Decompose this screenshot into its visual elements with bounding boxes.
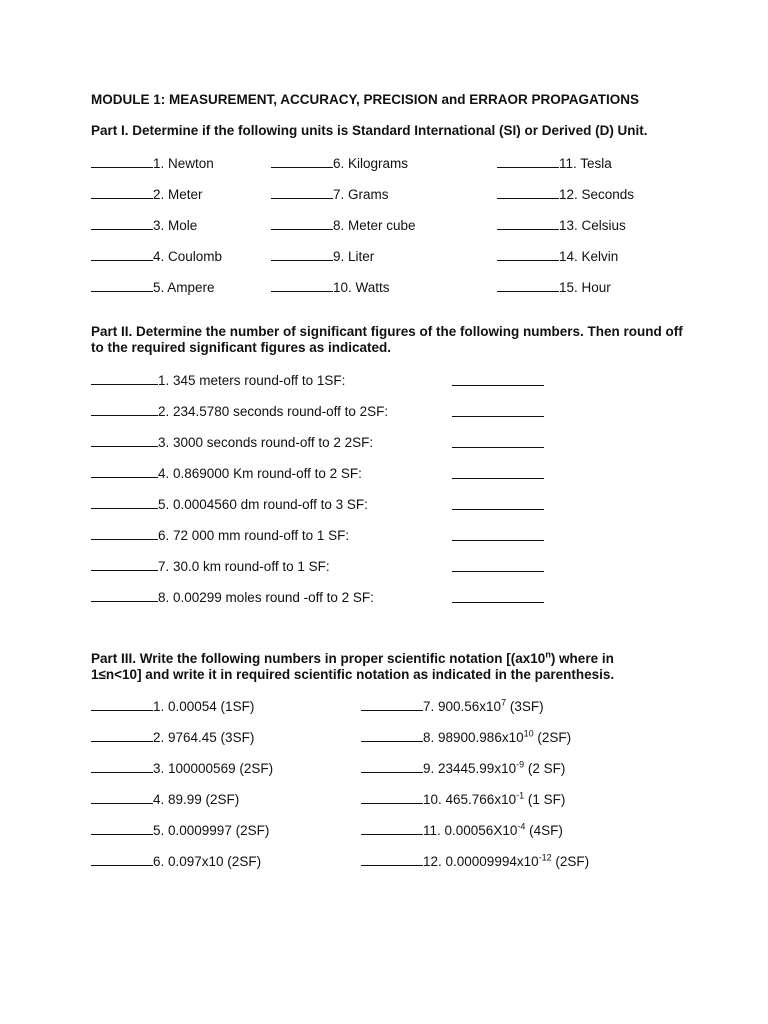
part1-item: 8. Meter cube bbox=[271, 216, 416, 234]
answer-blank[interactable] bbox=[91, 790, 153, 804]
answer-blank[interactable] bbox=[497, 154, 559, 168]
rounded-answer-line[interactable] bbox=[452, 477, 544, 479]
part2-item: 4. 0.869000 Km round-off to 2 SF: bbox=[91, 464, 362, 482]
rounded-answer-line[interactable] bbox=[452, 570, 544, 572]
sf-count-blank[interactable] bbox=[91, 464, 158, 478]
answer-blank[interactable] bbox=[91, 185, 153, 199]
part1-item: 13. Celsius bbox=[497, 216, 626, 234]
part2-item: 8. 0.00299 moles round -off to 2 SF: bbox=[91, 588, 374, 606]
answer-blank[interactable] bbox=[497, 278, 559, 292]
part2-item: 6. 72 000 mm round-off to 1 SF: bbox=[91, 526, 349, 544]
answer-blank[interactable] bbox=[361, 697, 423, 711]
answer-blank[interactable] bbox=[361, 728, 423, 742]
rounded-answer-line[interactable] bbox=[452, 508, 544, 510]
part2-item: 1. 345 meters round-off to 1SF: bbox=[91, 371, 345, 389]
part1-item: 5. Ampere bbox=[91, 278, 215, 296]
part3-item: 1. 0.00054 (1SF) bbox=[91, 697, 254, 715]
answer-blank[interactable] bbox=[91, 821, 153, 835]
answer-blank[interactable] bbox=[91, 697, 153, 711]
answer-blank[interactable] bbox=[271, 216, 333, 230]
part2-item: 5. 0.0004560 dm round-off to 3 SF: bbox=[91, 495, 368, 513]
answer-blank[interactable] bbox=[497, 216, 559, 230]
part2-item: 3. 3000 seconds round-off to 2 2SF: bbox=[91, 433, 373, 451]
part2-instruction: Part II. Determine the number of significant figures of the following numbers. Then round off to the required significant figures as indicated. bbox=[91, 324, 683, 355]
answer-blank[interactable] bbox=[497, 247, 559, 261]
part3-item: 3. 100000569 (2SF) bbox=[91, 759, 273, 777]
answer-blank[interactable] bbox=[361, 852, 423, 866]
answer-blank[interactable] bbox=[497, 185, 559, 199]
part3-item: 8. $98900.986x10^{10}$ (2SF) bbox=[361, 728, 571, 746]
part1-item: 12. Seconds bbox=[497, 185, 634, 203]
sf-count-blank[interactable] bbox=[91, 371, 158, 385]
rounded-answer-line[interactable] bbox=[452, 446, 544, 448]
sf-count-blank[interactable] bbox=[91, 433, 158, 447]
sf-count-blank[interactable] bbox=[91, 495, 158, 509]
answer-blank[interactable] bbox=[91, 759, 153, 773]
answer-blank[interactable] bbox=[271, 247, 333, 261]
sf-count-blank[interactable] bbox=[91, 588, 158, 602]
answer-blank[interactable] bbox=[91, 216, 153, 230]
answer-blank[interactable] bbox=[271, 278, 333, 292]
sf-count-blank[interactable] bbox=[91, 402, 158, 416]
rounded-answer-line[interactable] bbox=[452, 415, 544, 417]
part1-item: 15. Hour bbox=[497, 278, 611, 296]
answer-blank[interactable] bbox=[361, 790, 423, 804]
sf-count-blank[interactable] bbox=[91, 557, 158, 571]
answer-blank[interactable] bbox=[91, 154, 153, 168]
sf-count-blank[interactable] bbox=[91, 526, 158, 540]
part1-item: 14. Kelvin bbox=[497, 247, 618, 265]
part3-instruction: Part III. Write the following numbers in proper scientific notation [(ax10$^n$) where in 1≤n<10] and write it in required scientific notation as indicated in the parenthesis. bbox=[91, 649, 615, 682]
part3-item: 4. 89.99 (2SF) bbox=[91, 790, 239, 808]
answer-blank[interactable] bbox=[91, 247, 153, 261]
part3-item: 2. 9764.45 (3SF) bbox=[91, 728, 254, 746]
part3-item: 11. $0.00056X10^{-4}$ (4SF) bbox=[361, 821, 563, 839]
part1-item: 6. Kilograms bbox=[271, 154, 408, 172]
answer-blank[interactable] bbox=[361, 759, 423, 773]
part1-item: 10. Watts bbox=[271, 278, 390, 296]
part1-item: 4. Coulomb bbox=[91, 247, 222, 265]
answer-blank[interactable] bbox=[271, 154, 333, 168]
part2-item: 2. 234.5780 seconds round-off to 2SF: bbox=[91, 402, 388, 420]
part1-item: 7. Grams bbox=[271, 185, 389, 203]
rounded-answer-line[interactable] bbox=[452, 539, 544, 541]
part1-item: 11. Tesla bbox=[497, 154, 612, 172]
part3-item: 12. $0.00009994x10^{-12}$ (2SF) bbox=[361, 852, 589, 870]
part1-item: 9. Liter bbox=[271, 247, 374, 265]
answer-blank[interactable] bbox=[91, 852, 153, 866]
part3-item: 6. 0.097x10 (2SF) bbox=[91, 852, 261, 870]
answer-blank[interactable] bbox=[91, 278, 153, 292]
part1-item: 2. Meter bbox=[91, 185, 203, 203]
rounded-answer-line[interactable] bbox=[452, 384, 544, 386]
part2-item: 7. 30.0 km round-off to 1 SF: bbox=[91, 557, 330, 575]
rounded-answer-line[interactable] bbox=[452, 601, 544, 603]
part3-item: 10. $465.766x10^{-1}$ (1 SF) bbox=[361, 790, 565, 808]
part1-instruction: Part I. Determine if the following units is Standard International (SI) or Derived (D) Unit. bbox=[91, 123, 648, 138]
part3-item: 7. $900.56x10^7$ (3SF) bbox=[361, 697, 544, 715]
module-title: MODULE 1: MEASUREMENT, ACCURACY, PRECISION and ERRAOR PROPAGATIONS bbox=[91, 92, 640, 107]
answer-blank[interactable] bbox=[271, 185, 333, 199]
answer-blank[interactable] bbox=[91, 728, 153, 742]
answer-blank[interactable] bbox=[361, 821, 423, 835]
part3-item: 9. $23445.99x10^{-9}$ (2 SF) bbox=[361, 759, 565, 777]
part1-item: 3. Mole bbox=[91, 216, 197, 234]
part1-item: 1. Newton bbox=[91, 154, 214, 172]
part3-item: 5. 0.0009997 (2SF) bbox=[91, 821, 269, 839]
